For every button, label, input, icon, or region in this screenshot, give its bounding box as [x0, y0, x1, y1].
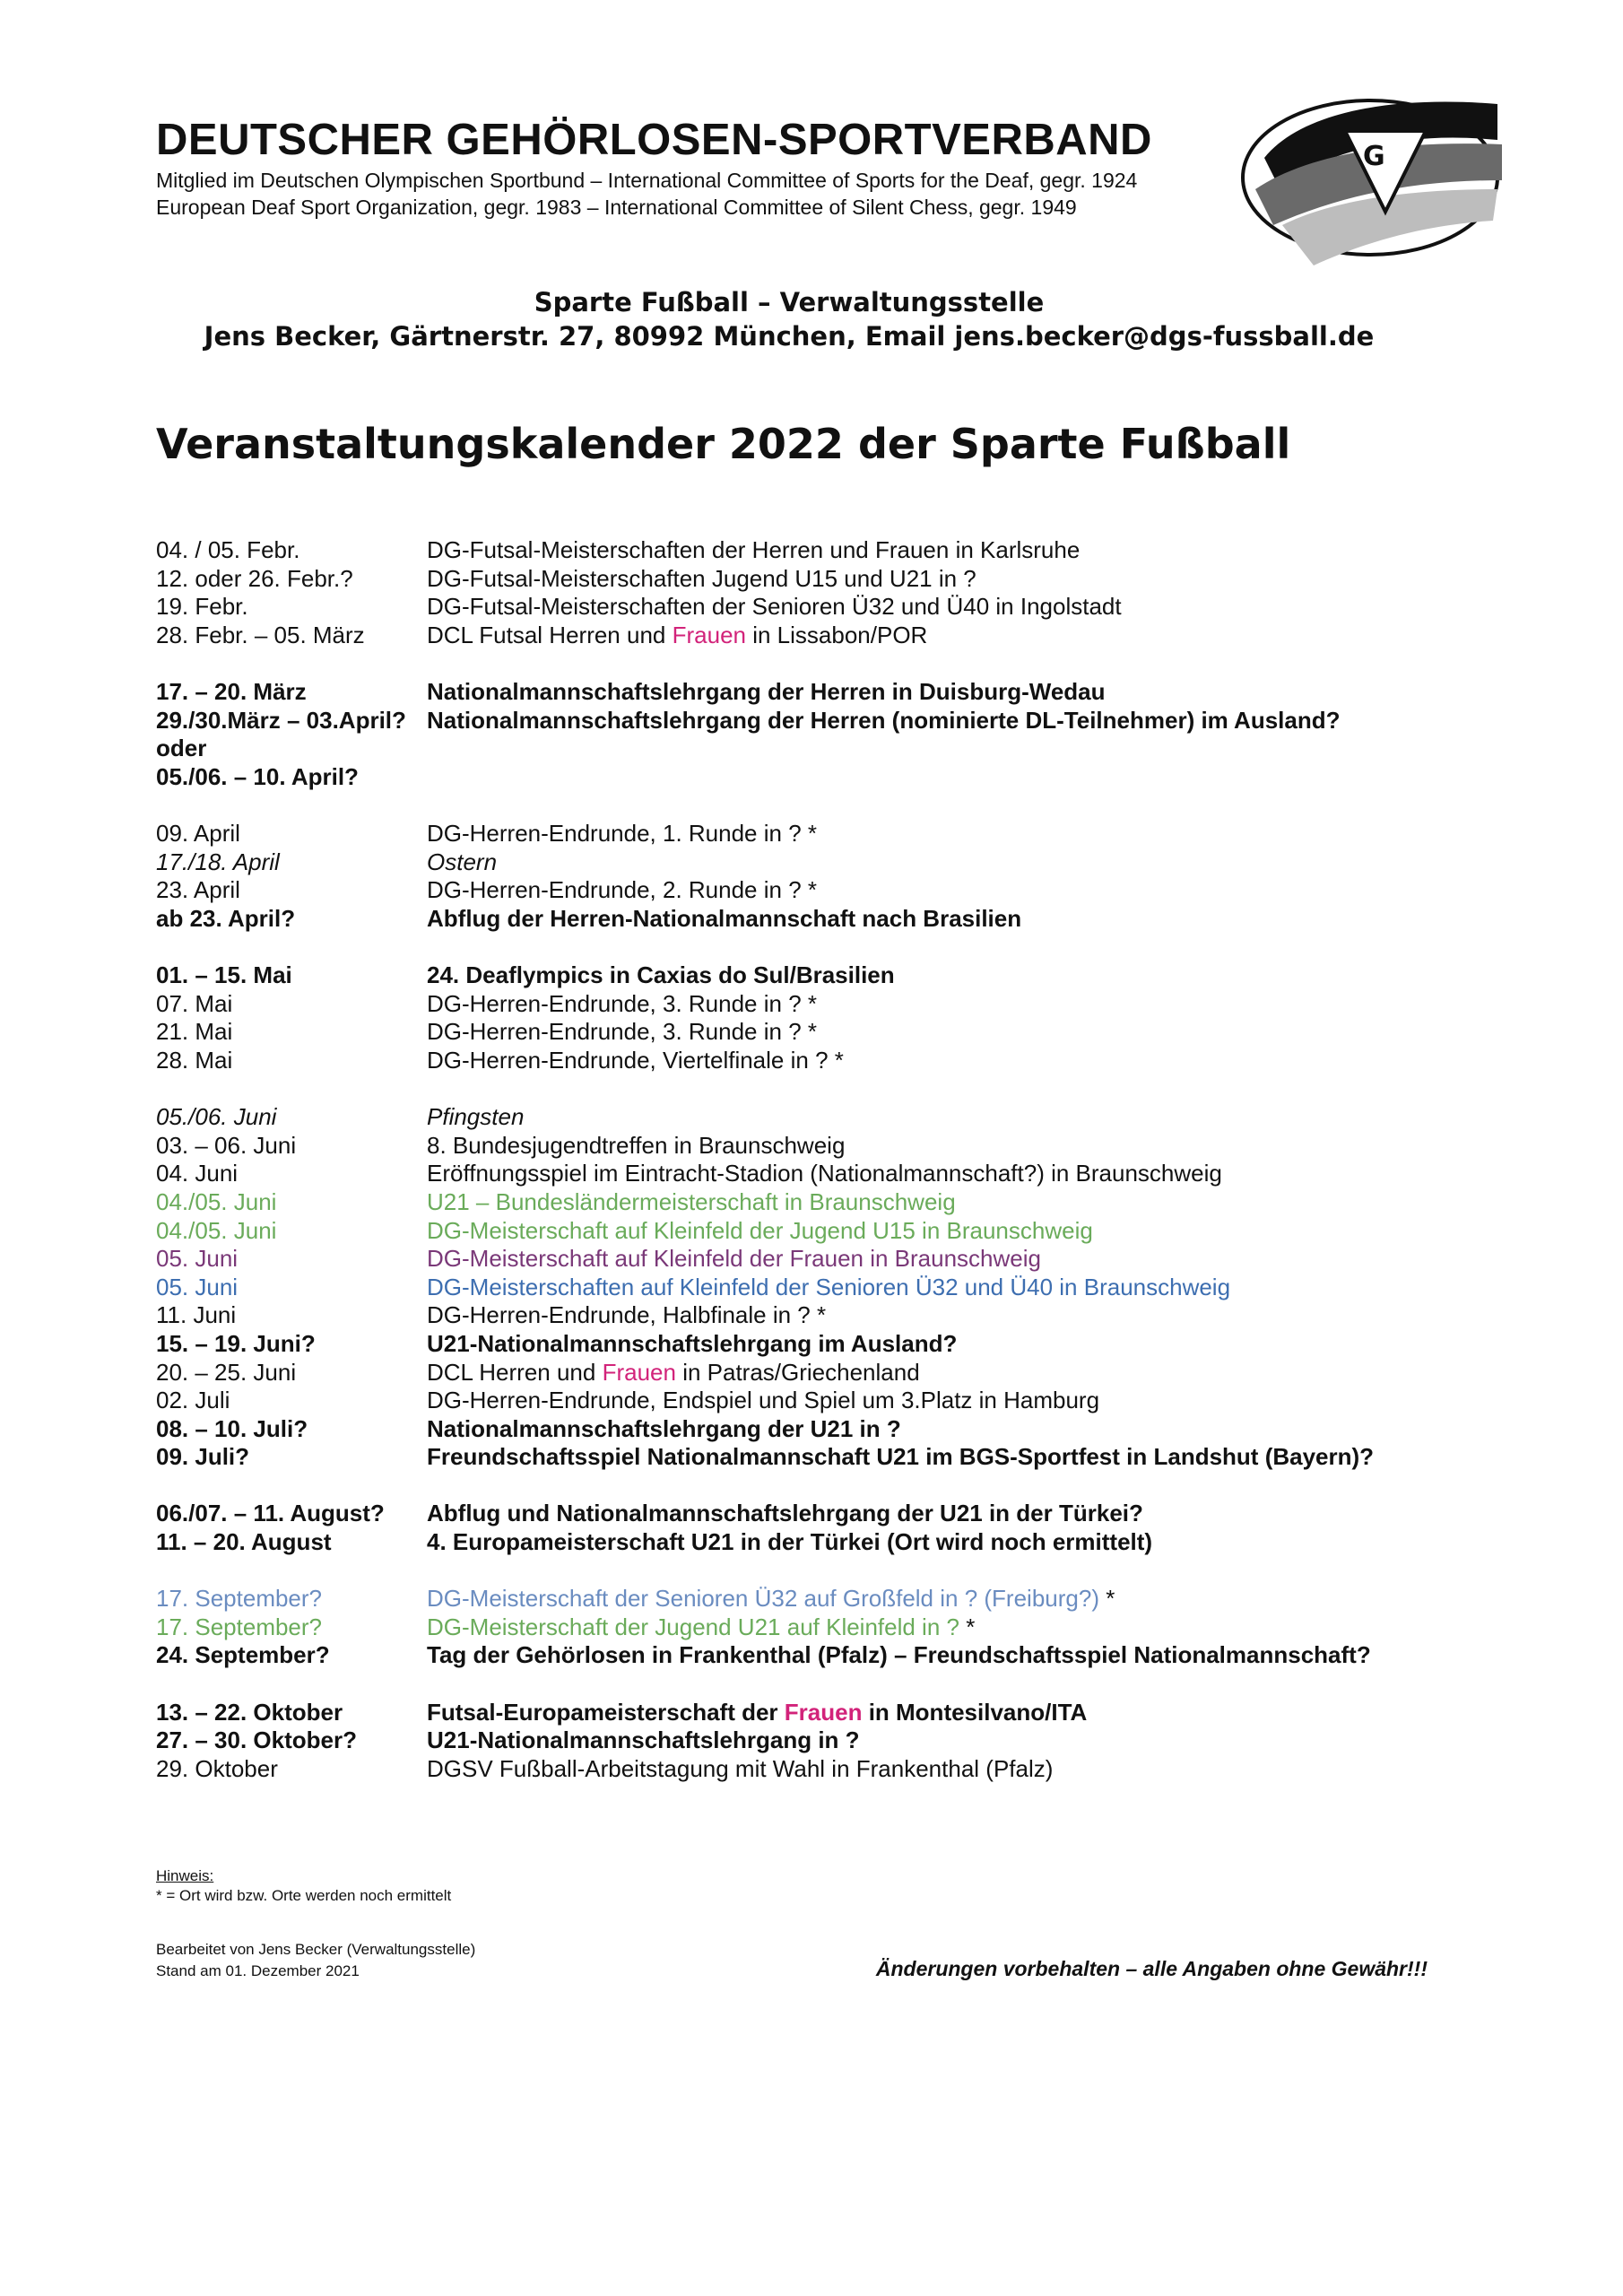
event-row: [156, 1613, 1555, 1642]
event-spacer: [156, 1670, 1555, 1699]
event-description: [427, 876, 1555, 904]
event-date: 19. Febr.: [156, 593, 248, 621]
event-date: 04. / 05. Febr.: [156, 536, 300, 564]
event-text: Pfingsten: [427, 1103, 525, 1131]
event-date: 28. Febr. – 05. März: [156, 622, 365, 649]
event-row: [156, 1047, 1555, 1075]
event-date: 28. Mai: [156, 1046, 233, 1074]
event-row: [156, 1641, 1555, 1670]
event-text: in Montesilvano/ITA: [862, 1698, 1088, 1726]
event-row: [156, 707, 1555, 735]
event-description: [427, 1443, 1555, 1471]
event-text: DG-Herren-Endrunde, 3. Runde in ? *: [427, 1018, 818, 1046]
event-description: [427, 1245, 1555, 1273]
event-text: 24. Deaflympics in Caxias do Sul/Brasilien: [427, 961, 895, 989]
event-description: [427, 707, 1555, 735]
event-text: DG-Herren-Endrunde, Halbfinale in ? *: [427, 1301, 827, 1329]
event-text: Nationalmannschaftslehrgang der Herren (nominierte DL-Teilnehmer) im Ausland?: [427, 706, 1341, 734]
event-date: 11. Juni: [156, 1301, 237, 1329]
event-row: [156, 1698, 1555, 1726]
event-description: [427, 990, 1555, 1018]
event-text: 4. Europameisterschaft U21 in der Türkei (Ort wird noch ermittelt): [427, 1528, 1153, 1556]
event-description: [427, 1641, 1555, 1669]
event-row: [156, 1414, 1555, 1443]
event-description: [427, 1755, 1555, 1783]
event-row: [156, 1131, 1555, 1160]
event-text: DG-Meisterschaft der Senioren Ü32 auf Großfeld in ? (Freiburg?): [427, 1585, 1099, 1613]
event-description: [427, 848, 1555, 876]
event-date: 02. Juli: [156, 1387, 230, 1414]
event-date: 09. April: [156, 820, 240, 848]
event-row: [156, 961, 1555, 990]
event-row: [156, 1301, 1555, 1330]
event-text: DG-Herren-Endrunde, Viertelfinale in ? *: [427, 1046, 844, 1074]
event-row: [156, 1528, 1555, 1557]
event-description: [427, 1387, 1555, 1414]
event-date: 23. April: [156, 876, 240, 904]
event-date: 24. September?: [156, 1641, 330, 1669]
event-spacer: [156, 933, 1555, 961]
event-date: 17. September?: [156, 1613, 323, 1640]
admin-contact: Jens Becker, Gärtnerstr. 27, 80992 München, Email jens.becker@dgs-fussball.de: [204, 321, 1375, 352]
admin-title: Sparte Fußball – Verwaltungsstelle: [534, 287, 1045, 317]
event-text: *: [959, 1613, 976, 1640]
event-text: U21-Nationalmannschaftslehrgang in ?: [427, 1726, 860, 1754]
event-description: [427, 1415, 1555, 1443]
event-text: Nationalmannschaftslehrgang der Herren in Duisburg-Wedau: [427, 678, 1106, 706]
event-description: [427, 905, 1555, 933]
event-text: U21 – Bundesländermeisterschaft in Braunschweig: [427, 1187, 956, 1215]
event-date: 05./06. Juni: [156, 1103, 277, 1131]
event-row: [156, 1500, 1555, 1528]
event-row: [156, 536, 1555, 565]
event-spacer: [156, 1556, 1555, 1585]
event-text: Freundschaftsspiel Nationalmannschaft U21 im BGS-Sportfest in Landshut (Bayern)?: [427, 1443, 1375, 1471]
event-row: [156, 990, 1555, 1019]
event-text: DG-Meisterschaft auf Kleinfeld der Frauen in Braunschweig: [427, 1245, 1041, 1273]
event-text: Tag der Gehörlosen in Frankenthal (Pfalz) – Freundschaftsspiel Nationalmannschaft?: [427, 1641, 1371, 1669]
event-row: [156, 1188, 1555, 1217]
event-row: [156, 1726, 1555, 1755]
dgs-logo-icon: [1228, 77, 1506, 283]
event-description: [427, 1018, 1555, 1046]
event-text: Nationalmannschaftslehrgang der U21 in ?: [427, 1414, 901, 1442]
event-description: [427, 1188, 1555, 1216]
event-date: 15. – 19. Juni?: [156, 1329, 316, 1357]
event-description: [427, 1132, 1555, 1160]
event-description: [427, 678, 1555, 706]
event-row: [156, 1103, 1555, 1132]
disclaimer: Änderungen vorbehalten – alle Angaben ohne Gewähr!!!: [875, 1957, 1428, 1980]
event-text: *: [1098, 1585, 1115, 1613]
event-description: [427, 820, 1555, 848]
event-description: [427, 536, 1555, 564]
event-text: Frauen: [784, 1698, 863, 1726]
event-date: 08. – 10. Juli?: [156, 1414, 308, 1442]
event-date: 04./05. Juni: [156, 1216, 277, 1244]
event-description: [427, 622, 1555, 649]
event-text: DG-Futsal-Meisterschaften Jugend U15 und U21 in ?: [427, 564, 976, 592]
event-row: [156, 678, 1555, 707]
event-spacer: [156, 1074, 1555, 1103]
event-spacer: [156, 649, 1555, 678]
event-text: DG-Meisterschaften auf Kleinfeld der Senioren Ü32 und Ü40 in Braunschweig: [427, 1273, 1231, 1300]
event-text: Futsal-Europameisterschaft der: [427, 1698, 785, 1726]
org-membership-line: Mitglied im Deutschen Olympischen Sportbund – International Committee of Sports for the Deaf, gegr. 1924: [156, 169, 1138, 192]
event-row: [156, 1585, 1555, 1613]
event-description: [427, 1330, 1555, 1358]
event-date: 13. – 22. Oktober: [156, 1698, 343, 1726]
event-description: [427, 1699, 1555, 1726]
event-date: 03. – 06. Juni: [156, 1131, 297, 1159]
event-date: ab 23. April?: [156, 905, 296, 933]
event-row: [156, 1330, 1555, 1359]
event-row: [156, 1387, 1555, 1415]
event-date: 20. – 25. Juni: [156, 1358, 297, 1386]
event-row: [156, 905, 1555, 934]
event-date: 11. – 20. August: [156, 1528, 332, 1556]
note-title: Hinweis:: [156, 1867, 214, 1884]
event-text: DG-Herren-Endrunde, 1. Runde in ? *: [427, 820, 818, 848]
event-row: [156, 1160, 1555, 1188]
event-text: DGSV Fußball-Arbeitstagung mit Wahl in Frankenthal (Pfalz): [427, 1754, 1054, 1782]
event-description: [427, 1613, 1555, 1641]
event-description: [427, 1301, 1555, 1329]
event-date: 07. Mai: [156, 989, 233, 1017]
event-date: 06./07. – 11. August?: [156, 1500, 385, 1527]
org-membership-line-2: European Deaf Sport Organization, gegr. 1983 – International Committee of Silent Chess, gegr. 1949: [156, 196, 1077, 219]
event-text: DG-Herren-Endrunde, 2. Runde in ? *: [427, 876, 818, 904]
org-name: DEUTSCHER GEHÖRLOSEN-SPORTVERBAND: [156, 116, 1152, 164]
event-text: DG-Meisterschaft der Jugend U21 auf Kleinfeld in ?: [427, 1613, 959, 1640]
event-date: 27. – 30. Oktober?: [156, 1726, 357, 1754]
event-text: in Patras/Griechenland: [675, 1358, 920, 1386]
event-row: [156, 735, 1555, 763]
status-date: Stand am 01. Dezember 2021: [156, 1962, 360, 1979]
event-text: DG-Meisterschaft auf Kleinfeld der Jugend U15 in Braunschweig: [427, 1216, 1093, 1244]
event-row: [156, 1273, 1555, 1301]
edited-by: Bearbeitet von Jens Becker (Verwaltungsstelle): [156, 1941, 476, 1958]
event-row: [156, 622, 1555, 650]
event-text: in Lissabon/POR: [746, 622, 928, 649]
event-row: [156, 565, 1555, 594]
event-description: [427, 1359, 1555, 1387]
event-text: Abflug der Herren-Nationalmannschaft nach Brasilien: [427, 905, 1022, 933]
event-date: 17./18. April: [156, 848, 280, 875]
event-row: [156, 848, 1555, 877]
event-description: [427, 1274, 1555, 1301]
event-text: U21-Nationalmannschaftslehrgang im Ausland?: [427, 1329, 958, 1357]
event-description: [427, 1726, 1555, 1754]
event-description: [427, 1500, 1555, 1527]
event-text: Ostern: [427, 848, 498, 875]
event-spacer: [156, 1472, 1555, 1500]
event-date: 29./30.März – 03.April?: [156, 706, 406, 734]
event-description: [427, 1160, 1555, 1187]
event-text: Frauen: [672, 622, 746, 649]
event-date: 09. Juli?: [156, 1443, 250, 1471]
event-text: DCL Futsal Herren und: [427, 622, 673, 649]
event-date: 12. oder 26. Febr.?: [156, 564, 353, 592]
event-description: [427, 1528, 1555, 1556]
event-text: DG-Herren-Endrunde, Endspiel und Spiel um 3.Platz in Hamburg: [427, 1387, 1100, 1414]
event-date: 04./05. Juni: [156, 1187, 277, 1215]
event-text: Eröffnungsspiel im Eintracht-Stadion (Nationalmannschaft?) in Braunschweig: [427, 1160, 1222, 1187]
event-date: 17. – 20. März: [156, 678, 307, 706]
event-date: 05. Juni: [156, 1245, 239, 1273]
event-text: DG-Futsal-Meisterschaften der Herren und Frauen in Karlsruhe: [427, 536, 1081, 564]
event-row: [156, 763, 1555, 792]
event-description: [427, 1217, 1555, 1245]
event-row: [156, 1358, 1555, 1387]
event-date: oder: [156, 735, 207, 762]
event-description: [427, 1103, 1555, 1131]
event-date: 05./06. – 10. April?: [156, 763, 359, 791]
event-date: 29. Oktober: [156, 1754, 278, 1782]
event-description: [427, 1047, 1555, 1074]
event-text: DCL Herren und: [427, 1358, 603, 1386]
event-spacer: [156, 791, 1555, 820]
event-date: 21. Mai: [156, 1018, 233, 1046]
event-description: [427, 1585, 1555, 1613]
svg-text:G: G: [1363, 141, 1385, 172]
event-date: 04. Juni: [156, 1160, 239, 1187]
event-row: [156, 1018, 1555, 1047]
event-text: DG-Futsal-Meisterschaften der Senioren Ü32 und Ü40 in Ingolstadt: [427, 593, 1122, 621]
event-row: [156, 1755, 1555, 1784]
event-text: DG-Herren-Endrunde, 3. Runde in ? *: [427, 989, 818, 1017]
event-date: 05. Juni: [156, 1273, 239, 1300]
event-row: [156, 1216, 1555, 1245]
event-description: [427, 565, 1555, 593]
event-row: [156, 820, 1555, 848]
event-date: 17. September?: [156, 1585, 323, 1613]
event-row: [156, 1245, 1555, 1274]
note-text: * = Ort wird bzw. Orte werden noch ermittelt: [156, 1887, 452, 1904]
event-description: [427, 593, 1555, 621]
event-date: 01. – 15. Mai: [156, 961, 292, 989]
event-row: [156, 593, 1555, 622]
calendar-title: Veranstaltungskalender 2022 der Sparte Fußball: [156, 420, 1291, 468]
event-description: [427, 961, 1555, 989]
admin-block: [161, 285, 1417, 353]
event-text: 8. Bundesjugendtreffen in Braunschweig: [427, 1131, 846, 1159]
event-text: Frauen: [602, 1358, 676, 1386]
event-row: [156, 1443, 1555, 1472]
event-text: Abflug und Nationalmannschaftslehrgang der U21 in der Türkei?: [427, 1500, 1143, 1527]
event-row: [156, 876, 1555, 905]
event-list: [156, 536, 1555, 1783]
